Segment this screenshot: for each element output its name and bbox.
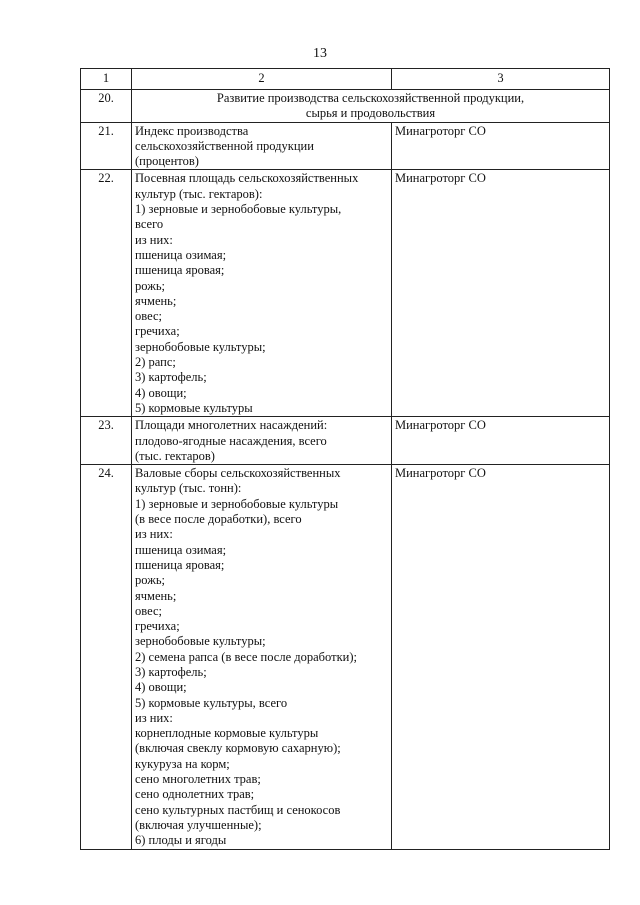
indicator-line: Посевная площадь сельскохозяйственных xyxy=(135,171,359,186)
indicator-line: (включая свеклу кормовую сахарную); xyxy=(135,741,341,756)
indicator-line: 2) рапс; xyxy=(135,355,176,370)
row-number: 22. xyxy=(81,170,132,417)
indicator-text xyxy=(132,417,392,465)
indicator-line: 4) овощи; xyxy=(135,385,187,400)
indicator-line: 2) семена рапса (в весе после доработки); xyxy=(135,649,357,664)
indicator-line: Индекс производства xyxy=(135,123,249,138)
indicator-line: овес; xyxy=(135,309,162,324)
indicator-line: всего xyxy=(135,217,164,232)
page-number: 13 xyxy=(313,46,327,61)
indicator-line: 4) овощи; xyxy=(135,680,187,695)
indicator-text xyxy=(132,170,392,417)
indicator-line: пшеница яровая; xyxy=(135,263,225,278)
row-number: 23. xyxy=(81,417,132,465)
indicators-table xyxy=(80,68,610,850)
indicator-line: сено культурных пастбищ и сенокосов xyxy=(135,802,341,817)
row-number: 21. xyxy=(81,122,132,170)
indicator-line: 3) картофель; xyxy=(135,370,207,385)
indicator-line: Площади многолетних насаждений: xyxy=(135,418,328,433)
indicator-line: сельскохозяйственной продукции xyxy=(135,138,314,153)
indicator-line: овес; xyxy=(135,603,162,618)
responsible-agency: Минагроторг СО xyxy=(392,465,610,849)
table-row xyxy=(81,465,610,849)
indicator-line: кукуруза на корм; xyxy=(135,756,230,771)
indicator-line: (в весе после доработки), всего xyxy=(135,512,302,527)
indicator-text xyxy=(132,122,392,170)
indicator-line: пшеница яровая; xyxy=(135,557,225,572)
indicator-line: сено многолетних трав; xyxy=(135,772,261,787)
indicator-line: рожь; xyxy=(135,278,165,293)
indicator-line: (тыс. гектаров) xyxy=(135,448,215,463)
indicator-line: 5) кормовые культуры xyxy=(135,400,253,415)
indicator-line: (включая улучшенные); xyxy=(135,817,262,832)
section-title-line: Развитие производства сельскохозяйственной продукции, xyxy=(216,91,525,105)
responsible-agency: Минагроторг СО xyxy=(392,122,610,170)
header-col-3: 3 xyxy=(392,69,610,90)
responsible-agency: Минагроторг СО xyxy=(392,170,610,417)
header-col-1: 1 xyxy=(81,69,132,90)
indicator-line: из них: xyxy=(135,232,173,247)
responsible-agency: Минагроторг СО xyxy=(392,417,610,465)
indicator-text xyxy=(132,465,392,849)
indicator-line: культур (тыс. гектаров): xyxy=(135,186,263,201)
indicator-line: 1) зерновые и зернобобовые культуры, xyxy=(135,202,342,217)
indicator-line: из них: xyxy=(135,527,173,542)
indicator-line: пшеница озимая; xyxy=(135,542,227,557)
indicator-line: рожь; xyxy=(135,573,165,588)
indicator-line: (процентов) xyxy=(135,154,199,169)
indicator-line: 5) кормовые культуры, всего xyxy=(135,695,288,710)
section-row xyxy=(81,90,610,123)
indicator-line: гречиха; xyxy=(135,619,180,634)
table-row xyxy=(81,170,610,417)
section-title xyxy=(132,90,610,123)
section-number: 20. xyxy=(81,90,132,123)
header-col-2: 2 xyxy=(132,69,392,90)
row-number: 24. xyxy=(81,465,132,849)
indicator-line: корнеплодные кормовые культуры xyxy=(135,726,319,741)
table-row xyxy=(81,417,610,465)
indicator-line: Валовые сборы сельскохозяйственных xyxy=(135,466,341,481)
indicator-line: зернобобовые культуры; xyxy=(135,339,266,354)
indicator-line: ячмень; xyxy=(135,588,177,603)
indicator-line: 3) картофель; xyxy=(135,664,207,679)
indicator-line: 6) плоды и ягоды xyxy=(135,833,227,848)
indicator-line: плодово-ягодные насаждения, всего xyxy=(135,433,327,448)
header-row xyxy=(81,69,610,90)
indicator-line: пшеница озимая; xyxy=(135,247,227,262)
indicator-line: ячмень; xyxy=(135,293,177,308)
indicator-line: гречиха; xyxy=(135,324,180,339)
section-title-line: сырья и продовольствия xyxy=(305,106,436,121)
indicator-line: из них: xyxy=(135,710,173,725)
table-body xyxy=(81,69,610,850)
indicator-line: зернобобовые культуры; xyxy=(135,634,266,649)
indicator-line: сено однолетних трав; xyxy=(135,787,255,802)
table-row xyxy=(81,122,610,170)
indicator-line: культур (тыс. тонн): xyxy=(135,481,242,496)
indicator-line: 1) зерновые и зернобобовые культуры xyxy=(135,496,339,511)
